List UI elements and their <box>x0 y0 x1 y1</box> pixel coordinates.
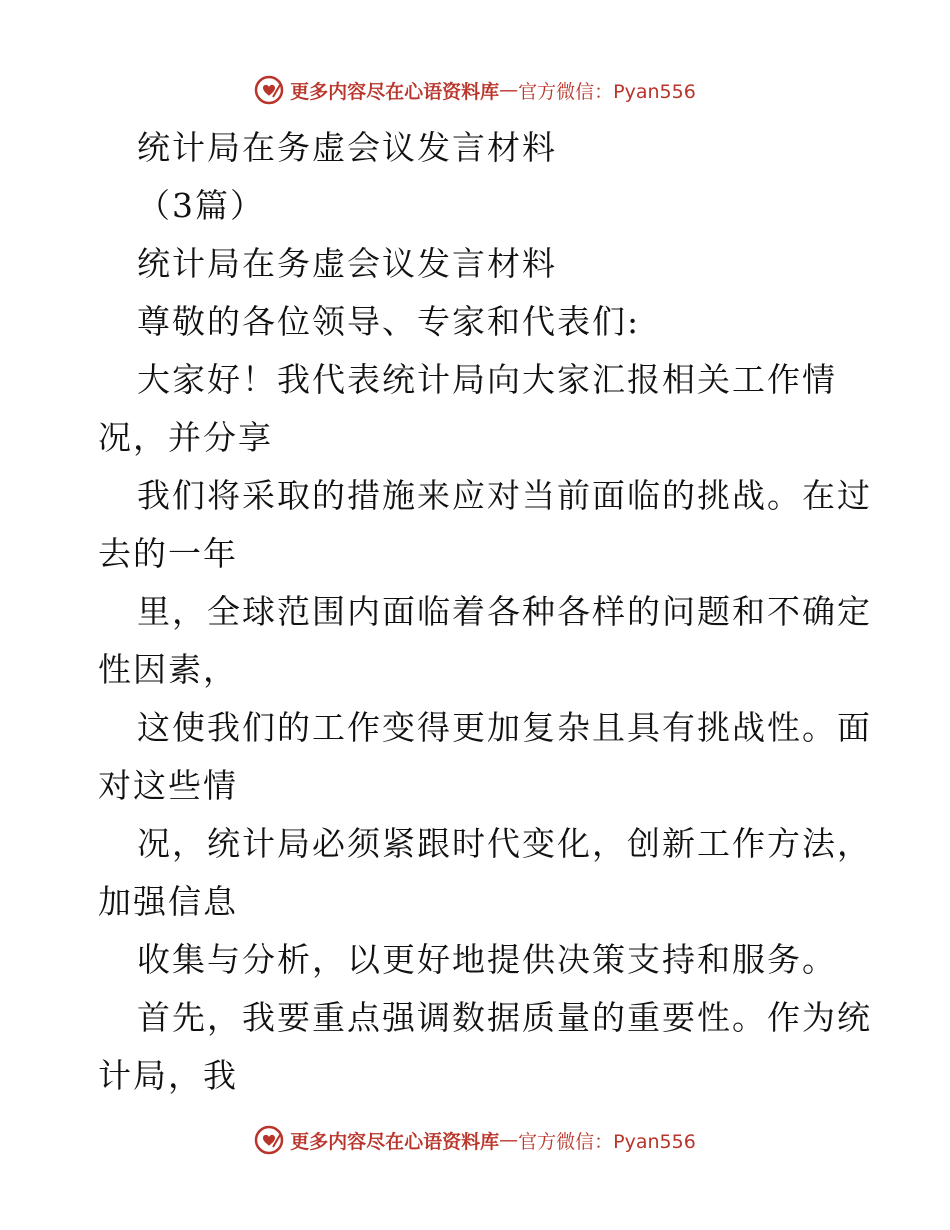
paragraph-line: 性因素， <box>98 650 238 689</box>
paragraph-line: 首先，我要重点强调数据质量的重要性。作为统 <box>137 998 872 1037</box>
paragraph-line: 我们将采取的措施来应对当前面临的挑战。在过 <box>137 476 872 515</box>
heart-pen-logo-icon <box>254 1125 284 1155</box>
paragraph-line: 收集与分析，以更好地提供决策支持和服务。 <box>137 940 837 979</box>
paragraph-line: 加强信息 <box>98 882 238 921</box>
doc-title: 统计局在务虚会议发言材料 <box>137 128 557 167</box>
footer-banner <box>0 1120 950 1160</box>
paragraph-line: 况，并分享 <box>98 418 273 457</box>
paragraph-line: 况，统计局必须紧跟时代变化，创新工作方法， <box>137 824 872 863</box>
paragraph-line: 计局，我 <box>98 1056 238 1095</box>
doc-subtitle: （3篇） <box>137 186 265 225</box>
banner-wechat-text: 官方微信：Pyan556 <box>518 80 696 103</box>
banner-separator: — <box>499 79 519 101</box>
doc-heading: 统计局在务虚会议发言材料 <box>137 244 557 283</box>
doc-salutation: 尊敬的各位领导、专家和代表们: <box>137 302 641 341</box>
paragraph-line: 里，全球范围内面临着各种各样的问题和不确定 <box>137 592 872 631</box>
paragraph-line: 去的一年 <box>98 534 238 573</box>
paragraph-line: 对这些情 <box>98 766 238 805</box>
paragraph-line: 这使我们的工作变得更加复杂且具有挑战性。面 <box>137 708 872 747</box>
banner-separator: — <box>499 1129 519 1151</box>
header-banner <box>0 70 950 110</box>
heart-pen-logo-icon <box>254 75 284 105</box>
paragraph-line: 大家好！我代表统计局向大家汇报相关工作情 <box>137 360 837 399</box>
banner-main-text: 更多内容尽在心语资料库 <box>290 80 500 103</box>
banner-main-text: 更多内容尽在心语资料库 <box>290 1130 500 1153</box>
banner-wechat-text: 官方微信：Pyan556 <box>518 1130 696 1153</box>
